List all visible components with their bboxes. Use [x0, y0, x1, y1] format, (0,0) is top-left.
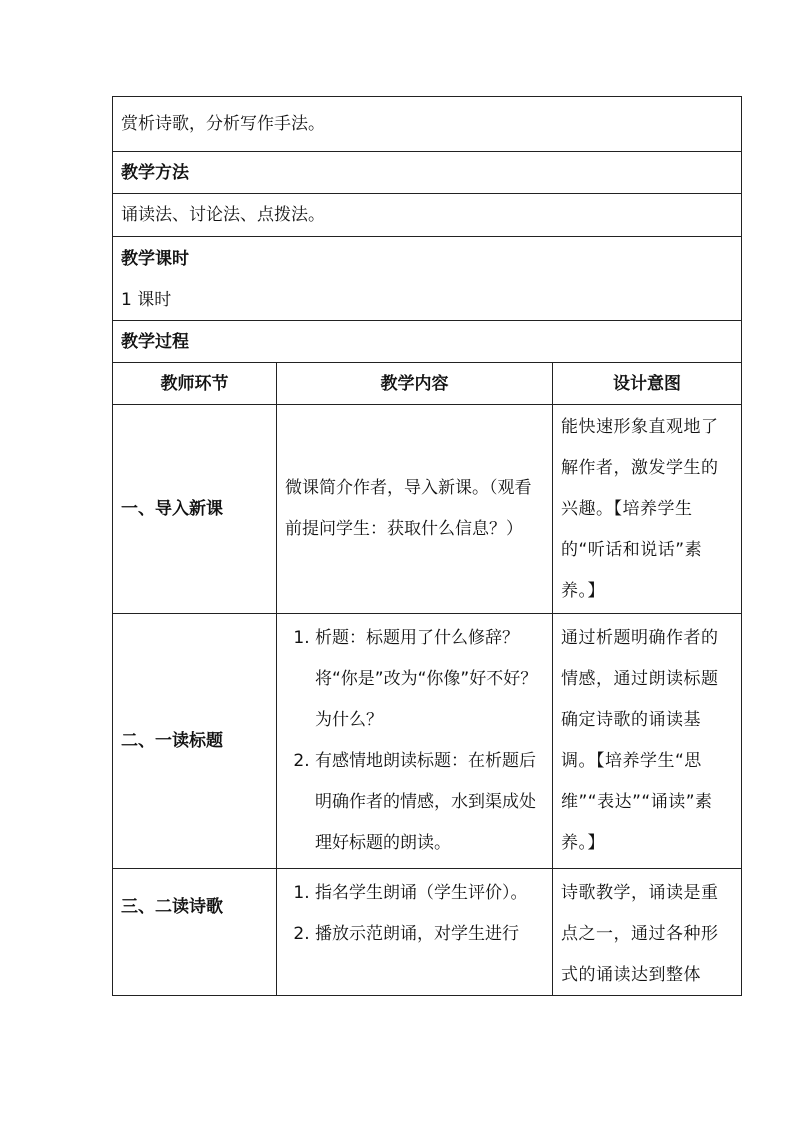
section-3-intent: 诗歌教学，诵读是重点之一，通过各种形式的诵读达到整体 — [561, 883, 719, 985]
section-3-items — [285, 873, 544, 955]
objective-text: 赏析诗歌，分析写作手法。 — [113, 97, 742, 152]
section-row-2 — [113, 614, 742, 869]
column-header-content: 教学内容 — [277, 363, 553, 405]
method-heading-row — [113, 152, 742, 194]
hours-heading: 教学课时 — [121, 248, 189, 269]
section-row-1 — [113, 405, 742, 614]
process-heading: 教学过程 — [113, 321, 742, 363]
column-header-step: 教师环节 — [113, 363, 277, 405]
section-row-3 — [113, 869, 742, 996]
section-3-item-1: 1. 指名学生朗诵（学生评价）。 — [315, 873, 544, 914]
column-header-intent: 设计意图 — [553, 363, 742, 405]
column-header-row — [113, 363, 742, 405]
hours-text: 1 课时 — [121, 289, 172, 310]
section-1-intent: 能快速形象直观地了解作者，激发学生的兴趣。【培养学生的“听话和说话”素养。】 — [553, 405, 742, 614]
process-heading-row — [113, 321, 742, 363]
objective-row — [113, 97, 742, 152]
method-text: 诵读法、讨论法、点拨法。 — [113, 194, 742, 237]
section-3-step: 三、二读诗歌 — [113, 869, 277, 996]
section-2-item-1: 1. 析题：标题用了什么修辞？将“你是”改为“你像”好不好？为什么？ — [315, 618, 544, 741]
section-1-content: 微课简介作者，导入新课。（观看前提问学生：获取什么信息？） — [277, 405, 553, 614]
section-2-intent: 通过析题明确作者的情感，通过朗读标题确定诗歌的诵读基调。【培养学生“思维”“表达”“诵读”素养。】 — [553, 614, 742, 869]
section-2-items — [285, 618, 544, 864]
method-row — [113, 194, 742, 237]
method-heading: 教学方法 — [113, 152, 742, 194]
section-2-step: 二、一读标题 — [113, 614, 277, 869]
lesson-plan-table — [112, 96, 742, 996]
section-3-item-2: 2. 播放示范朗诵，对学生进行 — [315, 914, 544, 955]
hours-row — [113, 237, 742, 321]
section-2-item-2: 2. 有感情地朗读标题：在析题后明确作者的情感，水到渠成处理好标题的朗读。 — [315, 741, 544, 864]
section-1-step: 一、导入新课 — [113, 405, 277, 614]
